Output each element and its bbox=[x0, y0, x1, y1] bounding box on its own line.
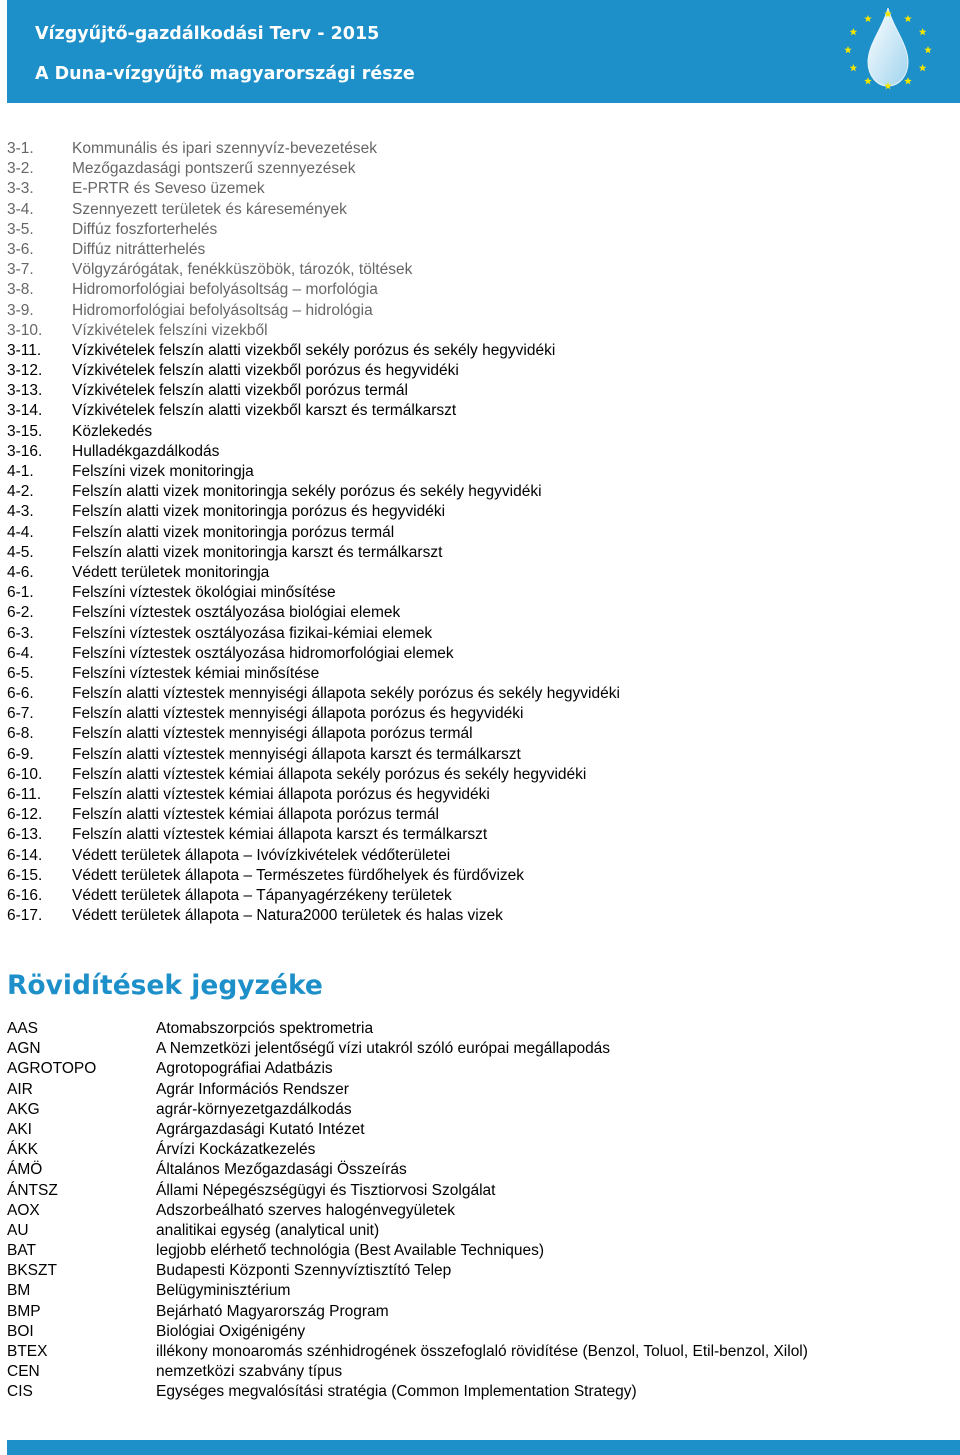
map-number: 6-11. bbox=[7, 786, 42, 803]
abbreviation: AU bbox=[7, 1221, 29, 1239]
page-header bbox=[7, 0, 960, 103]
star-icon bbox=[864, 15, 872, 22]
abbreviation-row bbox=[7, 1120, 952, 1140]
map-number: 6-2. bbox=[7, 604, 34, 622]
map-list-item bbox=[7, 401, 947, 421]
map-number: 4-6. bbox=[7, 563, 34, 581]
abbreviation: AGROTOPO bbox=[7, 1060, 97, 1078]
map-list-item bbox=[7, 523, 947, 543]
map-list-item bbox=[7, 906, 947, 926]
map-list-item bbox=[7, 805, 947, 825]
map-number: 4-1. bbox=[7, 463, 34, 480]
map-title: Felszín alatti víztestek kémiai állapota porózus termál bbox=[72, 806, 439, 824]
map-list-item bbox=[7, 502, 947, 522]
abbreviation-definition: nemzetközi szabvány típus bbox=[156, 1363, 343, 1381]
abbreviation: AKI bbox=[7, 1120, 32, 1138]
map-list-item bbox=[7, 482, 947, 502]
map-title: Felszíni víztestek kémiai minősítése bbox=[72, 664, 320, 682]
abbreviation: BMP bbox=[7, 1302, 41, 1320]
abbreviation-definition: Egységes megvalósítási stratégia (Common Implementation Strategy) bbox=[156, 1383, 637, 1401]
abbreviation-row bbox=[7, 1221, 952, 1241]
abbreviation-row bbox=[7, 1181, 952, 1201]
map-number: 3-9. bbox=[7, 301, 34, 319]
header-subtitle: A Duna-vízgyűjtő magyarországi része bbox=[35, 64, 415, 84]
abbreviation-row bbox=[7, 1302, 952, 1322]
map-title: E-PRTR és Seveso üzemek bbox=[72, 180, 265, 198]
map-number: 3-15. bbox=[7, 422, 43, 440]
map-number: 3-14. bbox=[7, 402, 43, 420]
map-number: 3-13. bbox=[7, 382, 43, 400]
map-number: 3-6. bbox=[7, 240, 34, 258]
map-list-item bbox=[7, 179, 947, 199]
abbreviation-row bbox=[7, 1019, 952, 1039]
map-list-item bbox=[7, 644, 947, 664]
abbreviation: AAS bbox=[7, 1020, 39, 1037]
map-list-item bbox=[7, 159, 947, 179]
star-icon bbox=[919, 28, 927, 35]
map-list-item bbox=[7, 341, 947, 361]
abbreviation: BTEX bbox=[7, 1343, 48, 1360]
map-number: 3-2. bbox=[7, 160, 34, 178]
star-icon bbox=[850, 28, 858, 35]
map-list-item bbox=[7, 240, 947, 260]
map-title: Hidromorfológiai befolyásoltság – morfológia bbox=[72, 281, 378, 299]
map-list-item bbox=[7, 381, 947, 401]
map-number: 6-16. bbox=[7, 886, 43, 904]
map-title: Diffúz nitrátterhelés bbox=[72, 240, 206, 258]
map-title: Védett területek állapota – Tápanyagérzékeny területek bbox=[72, 886, 452, 904]
abbreviation: BKSZT bbox=[7, 1262, 57, 1280]
map-number: 6-12. bbox=[7, 806, 43, 824]
map-list-item bbox=[7, 563, 947, 583]
map-number: 3-5. bbox=[7, 220, 34, 238]
abbreviation-row bbox=[7, 1342, 952, 1362]
map-number: 6-14. bbox=[7, 846, 43, 864]
abbreviation-row bbox=[7, 1261, 952, 1281]
map-number: 3-3. bbox=[7, 180, 34, 198]
map-title: Hidromorfológiai befolyásoltság – hidrológia bbox=[72, 301, 373, 319]
abbreviation: BOI bbox=[7, 1322, 34, 1340]
map-title: Felszíni víztestek ökológiai minősítése bbox=[72, 584, 336, 602]
map-list-item bbox=[7, 220, 947, 240]
star-icon bbox=[844, 46, 852, 53]
abbreviation-row bbox=[7, 1241, 952, 1261]
footer-bar bbox=[7, 1440, 960, 1455]
map-list-item bbox=[7, 543, 947, 563]
star-icon bbox=[864, 77, 872, 84]
abbreviation-definition: Belügyminisztérium bbox=[156, 1282, 291, 1300]
map-title: Vízkivételek felszín alatti vizekből porózus és hegyvidéki bbox=[72, 362, 459, 380]
map-number: 3-7. bbox=[7, 261, 34, 279]
map-number: 4-5. bbox=[7, 543, 34, 561]
map-list-item bbox=[7, 280, 947, 300]
map-list-item bbox=[7, 624, 947, 644]
abbreviation: BAT bbox=[7, 1242, 36, 1260]
abbreviation-definition: Állami Népegészségügyi és Tisztiorvosi Szolgálat bbox=[156, 1181, 496, 1199]
abbreviation: CEN bbox=[7, 1363, 40, 1381]
abbreviation-row bbox=[7, 1201, 952, 1221]
abbreviation-definition: illékony monoaromás szénhidrogének összefoglaló rövidítése (Benzol, Toluol, Etil-benzol, Xilol) bbox=[156, 1343, 808, 1360]
map-title: Vízkivételek felszín alatti vizekből sekély porózus és sekély hegyvidéki bbox=[72, 341, 556, 359]
map-list-item bbox=[7, 664, 947, 684]
map-list-item bbox=[7, 724, 947, 744]
map-title: Közlekedés bbox=[72, 422, 153, 440]
map-number: 6-4. bbox=[7, 644, 34, 662]
abbreviation-definition: Atomabszorpciós spektrometria bbox=[156, 1020, 374, 1037]
abbreviation-row bbox=[7, 1362, 952, 1382]
map-list-item bbox=[7, 139, 947, 159]
map-title: Védett területek állapota – Ivóvízkivételek védőterületei bbox=[72, 846, 451, 864]
map-number: 6-6. bbox=[7, 685, 34, 703]
map-list-item bbox=[7, 361, 947, 381]
map-list-item bbox=[7, 684, 947, 704]
map-list-item bbox=[7, 200, 947, 220]
header-title: Vízgyűjtő-gazdálkodási Terv - 2015 bbox=[35, 24, 380, 44]
map-number: 6-8. bbox=[7, 725, 34, 743]
map-title: Vízkivételek felszín alatti vizekből karszt és termálkarszt bbox=[72, 402, 457, 420]
abbreviation: BM bbox=[7, 1282, 31, 1300]
abbreviation-definition: Árvízi Kockázatkezelés bbox=[156, 1141, 316, 1159]
map-number: 3-16. bbox=[7, 442, 43, 460]
abbreviation-definition: Agrár Információs Rendszer bbox=[156, 1080, 349, 1098]
map-number: 6-3. bbox=[7, 624, 34, 642]
map-number: 6-10. bbox=[7, 765, 43, 783]
map-title: Felszín alatti víztestek kémiai állapota porózus és hegyvidéki bbox=[72, 786, 490, 803]
map-title: Felszíni víztestek osztályozása hidromorfológiai elemek bbox=[72, 644, 454, 662]
map-number: 3-12. bbox=[7, 362, 43, 380]
map-title: Felszín alatti vizek monitoringja porózus és hegyvidéki bbox=[72, 503, 446, 521]
map-number: 3-11. bbox=[7, 341, 42, 359]
map-list-item bbox=[7, 442, 947, 462]
map-number: 6-7. bbox=[7, 705, 34, 723]
map-list-item bbox=[7, 765, 947, 785]
abbreviation-row bbox=[7, 1039, 952, 1059]
map-title: Felszín alatti víztestek mennyiségi állapota sekély porózus és sekély hegyvidéki bbox=[72, 685, 620, 703]
abbreviation-row bbox=[7, 1281, 952, 1301]
map-title: Szennyezett területek és káresemények bbox=[72, 200, 347, 218]
abbreviation-definition: A Nemzetközi jelentőségű vízi utakról szóló európai megállapodás bbox=[156, 1040, 611, 1058]
map-list-item bbox=[7, 321, 947, 341]
map-number: 3-1. bbox=[7, 140, 34, 157]
map-title: Felszín alatti víztestek mennyiségi állapota porózus termál bbox=[72, 725, 473, 743]
map-number: 4-2. bbox=[7, 483, 34, 501]
map-number: 3-10. bbox=[7, 321, 43, 339]
abbreviation: CIS bbox=[7, 1383, 33, 1401]
map-title: Felszín alatti vizek monitoringja sekély porózus és sekély hegyvidéki bbox=[72, 483, 542, 501]
star-icon bbox=[904, 15, 912, 22]
map-list-item bbox=[7, 866, 947, 886]
star-icon bbox=[919, 64, 927, 71]
star-icon bbox=[904, 77, 912, 84]
map-number: 6-9. bbox=[7, 745, 34, 763]
abbreviation-row bbox=[7, 1100, 952, 1120]
abbreviation-definition: Agrárgazdasági Kutató Intézet bbox=[156, 1120, 365, 1138]
abbreviation-definition: Biológiai Oxigénigény bbox=[156, 1322, 306, 1340]
map-number: 4-3. bbox=[7, 503, 34, 521]
map-title: Felszíni víztestek osztályozása biológiai elemek bbox=[72, 604, 401, 622]
map-title: Felszíni víztestek osztályozása fizikai-kémiai elemek bbox=[72, 624, 433, 642]
map-title: Védett területek monitoringja bbox=[72, 563, 270, 581]
map-title: Felszín alatti víztestek kémiai állapota karszt és termálkarszt bbox=[72, 826, 488, 844]
map-list-item bbox=[7, 462, 947, 482]
map-number: 3-4. bbox=[7, 200, 34, 218]
map-list-item bbox=[7, 603, 947, 623]
abbreviation-row bbox=[7, 1160, 952, 1180]
abbreviation-list bbox=[7, 1019, 952, 1403]
map-number: 6-17. bbox=[7, 907, 43, 925]
abbreviation: AOX bbox=[7, 1201, 40, 1219]
map-list-item bbox=[7, 825, 947, 845]
abbreviation: ÁMÖ bbox=[7, 1161, 43, 1179]
map-title: Völgyzárógátak, fenékküszöbök, tározók, töltések bbox=[72, 261, 413, 279]
map-title: Vízkivételek felszíni vizekből bbox=[72, 321, 268, 339]
map-list bbox=[7, 139, 947, 926]
abbreviation-row bbox=[7, 1140, 952, 1160]
abbreviation-row bbox=[7, 1322, 952, 1342]
abbreviation-definition: Általános Mezőgazdasági Összeírás bbox=[156, 1161, 407, 1179]
map-title: Felszíni vizek monitoringja bbox=[72, 463, 254, 480]
abbreviation: AKG bbox=[7, 1100, 40, 1118]
star-icon bbox=[924, 46, 932, 53]
map-number: 4-4. bbox=[7, 523, 34, 541]
map-title: Felszín alatti vizek monitoringja porózus termál bbox=[72, 523, 395, 541]
map-title: Védett területek állapota – Natura2000 területek és halas vizek bbox=[72, 907, 503, 925]
abbreviation-definition: Adszorbeálható szerves halogénvegyületek bbox=[156, 1201, 455, 1219]
abbreviation-definition: agrár-környezetgazdálkodás bbox=[156, 1100, 352, 1118]
abbreviation-definition: legjobb elérhető technológia (Best Available Techniques) bbox=[156, 1242, 545, 1260]
map-list-item bbox=[7, 846, 947, 866]
abbreviation-definition: Bejárható Magyarország Program bbox=[156, 1302, 389, 1320]
abbreviation: ÁKK bbox=[7, 1141, 39, 1159]
map-number: 6-5. bbox=[7, 664, 34, 682]
map-number: 3-8. bbox=[7, 281, 34, 299]
map-number: 6-13. bbox=[7, 826, 43, 844]
map-title: Diffúz foszforterhelés bbox=[72, 220, 218, 238]
abbreviation-definition: Agrotopográfiai Adatbázis bbox=[156, 1060, 333, 1078]
map-list-item bbox=[7, 583, 947, 603]
map-title: Felszín alatti víztestek mennyiségi állapota porózus és hegyvidéki bbox=[72, 705, 524, 723]
map-title: Védett területek állapota – Természetes fürdőhelyek és fürdővizek bbox=[72, 866, 525, 884]
map-list-item bbox=[7, 745, 947, 765]
abbreviation: AGN bbox=[7, 1040, 41, 1058]
abbreviation: ÁNTSZ bbox=[7, 1181, 58, 1199]
map-number: 6-1. bbox=[7, 584, 34, 602]
map-title: Hulladékgazdálkodás bbox=[72, 442, 220, 460]
map-list-item bbox=[7, 260, 947, 280]
star-icon bbox=[850, 64, 858, 71]
map-list-item bbox=[7, 301, 947, 321]
map-title: Kommunális és ipari szennyvíz-bevezetések bbox=[72, 140, 377, 157]
abbreviation-definition: Budapesti Központi Szennyvíztisztító Telep bbox=[156, 1262, 452, 1280]
abbreviation-row bbox=[7, 1382, 952, 1402]
map-title: Vízkivételek felszín alatti vizekből porózus termál bbox=[72, 382, 408, 400]
map-title: Felszín alatti víztestek kémiai állapota sekély porózus és sekély hegyvidéki bbox=[72, 765, 587, 783]
map-list-item bbox=[7, 422, 947, 442]
map-title: Felszín alatti víztestek mennyiségi állapota karszt és termálkarszt bbox=[72, 745, 521, 763]
map-list-item bbox=[7, 704, 947, 724]
map-number: 6-15. bbox=[7, 866, 43, 884]
abbreviations-title: Rövidítések jegyzéke bbox=[7, 970, 323, 1001]
eu-water-drop-logo-icon bbox=[810, 0, 960, 103]
map-title: Mezőgazdasági pontszerű szennyezések bbox=[72, 160, 356, 178]
map-list-item bbox=[7, 785, 947, 805]
abbreviation-definition: analitikai egység (analytical unit) bbox=[156, 1221, 380, 1239]
map-list-item bbox=[7, 886, 947, 906]
abbreviation: AIR bbox=[7, 1080, 33, 1098]
abbreviation-row bbox=[7, 1059, 952, 1079]
map-title: Felszín alatti vizek monitoringja karszt és termálkarszt bbox=[72, 543, 443, 561]
abbreviation-row bbox=[7, 1080, 952, 1100]
